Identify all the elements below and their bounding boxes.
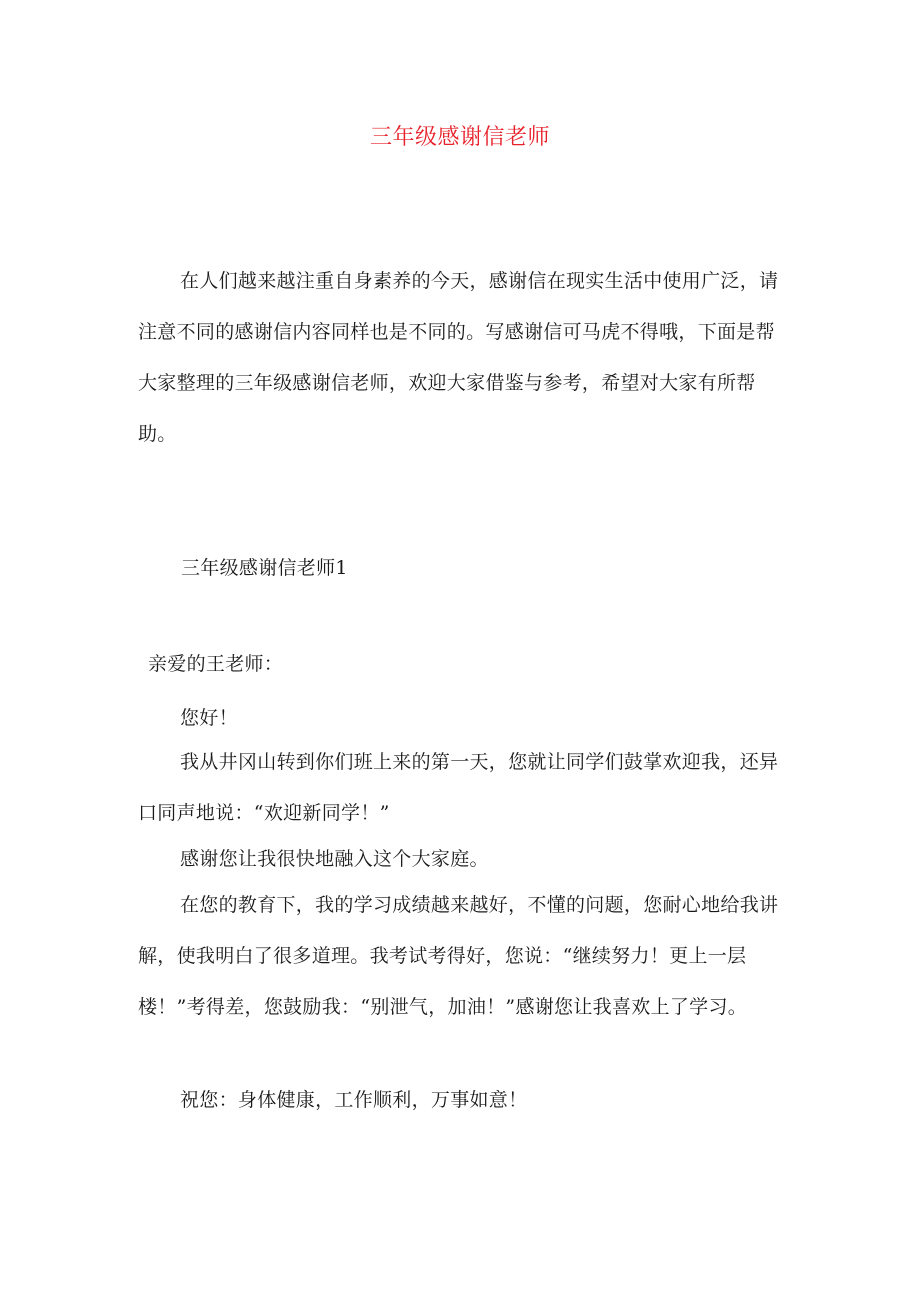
- section-heading: 三年级感谢信老师1: [181, 557, 348, 579]
- letter-paragraph: 在您的教育下，我的学习成绩越来越好，不懂的问题，您耐心地给我讲解，使我明白了很多道理。我考试考得好，您说：“继续努力！更上一层楼！”考得差，您鼓励我：“别泄气，加油！”感谢您让我喜欢上了学习。: [138, 894, 779, 1018]
- document-title: 三年级感谢信老师: [369, 125, 550, 150]
- letter-greeting: 您好！: [180, 707, 238, 729]
- letter-paragraph: 感谢您让我很快地融入这个大家庭。: [180, 848, 489, 870]
- letter-closing: 祝您：身体健康，工作顺利，万事如意！: [180, 1089, 528, 1111]
- letter-salutation: 亲爱的王老师：: [148, 653, 284, 675]
- intro-paragraph: 在人们越来越注重自身素养的今天，感谢信在现实生活中使用广泛，请注意不同的感谢信内容同样也是不同的。写感谢信可马虎不得哦，下面是帮大家整理的三年级感谢信老师，欢迎大家借鉴与参考，希望对大家有所帮助。: [138, 270, 779, 445]
- letter-paragraph: 我从井冈山转到你们班上来的第一天，您就让同学们鼓掌欢迎我，还异口同声地说：“欢迎新同学！”: [138, 751, 779, 824]
